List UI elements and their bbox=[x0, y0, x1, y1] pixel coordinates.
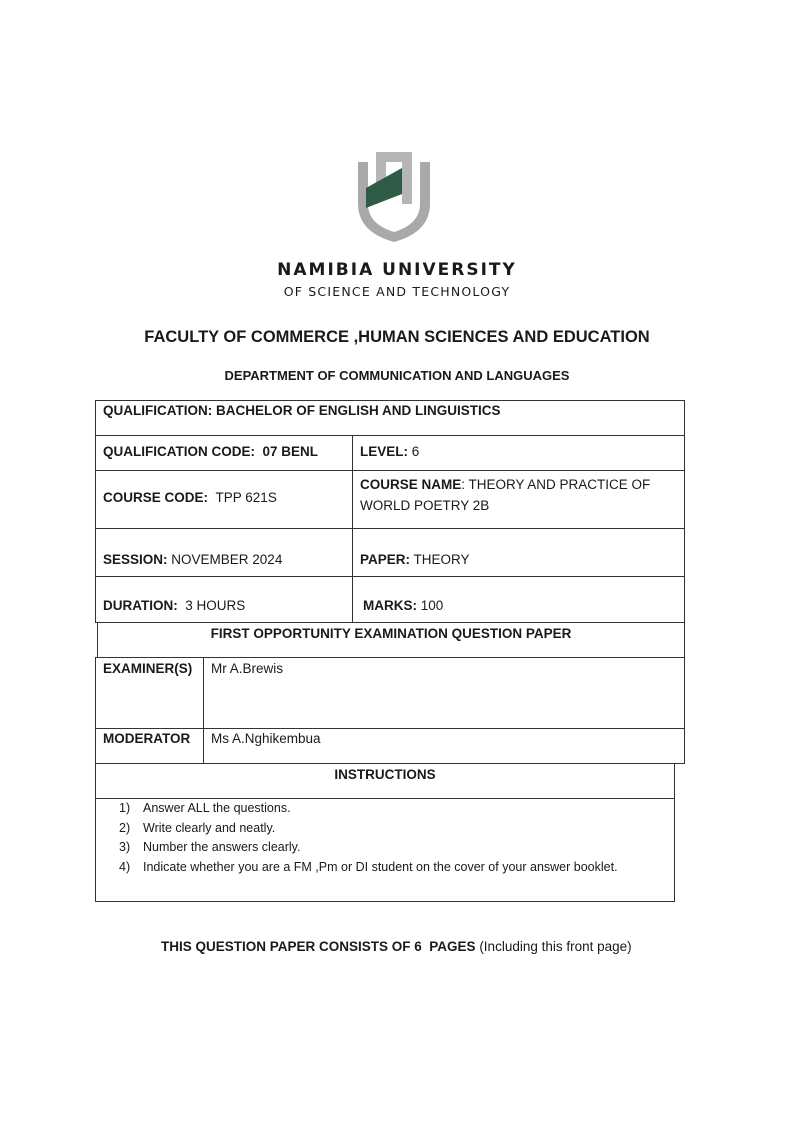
marks: MARKS: 100 bbox=[363, 598, 444, 613]
qualification-code: QUALIFICATION CODE: 07 BENL bbox=[103, 444, 319, 459]
faculty-title: FACULTY OF COMMERCE ,HUMAN SCIENCES AND EDUCATION bbox=[144, 328, 650, 346]
department-title: DEPARTMENT OF COMMUNICATION AND LANGUAGES bbox=[224, 368, 570, 383]
instruction-item: 1) Answer ALL the questions. bbox=[119, 801, 291, 815]
logo-subtitle: OF SCIENCE AND TECHNOLOGY bbox=[283, 284, 511, 299]
examiner-label: EXAMINER(S) bbox=[103, 661, 193, 676]
qualification: QUALIFICATION: BACHELOR OF ENGLISH AND LINGUISTICS bbox=[103, 403, 501, 418]
level: LEVEL: 6 bbox=[360, 444, 420, 459]
instruction-item: 4) Indicate whether you are a FM ,Pm or DI student on the cover of your answer booklet. bbox=[119, 859, 618, 874]
university-logo bbox=[354, 148, 434, 244]
instruction-item: 3) Number the answers clearly. bbox=[119, 840, 301, 854]
paper: PAPER: THEORY bbox=[360, 552, 470, 567]
examiner-value: Mr A.Brewis bbox=[211, 661, 284, 676]
moderator-value: Ms A.Nghikembua bbox=[211, 731, 321, 746]
course-name: COURSE NAME: THEORY AND PRACTICE OF WORLD POETRY 2B bbox=[360, 477, 651, 513]
course-code: COURSE CODE: TPP 621S bbox=[103, 490, 277, 505]
instructions-title: INSTRUCTIONS bbox=[334, 767, 436, 782]
moderator-label: MODERATOR bbox=[103, 731, 191, 746]
instruction-item: 2) Write clearly and neatly. bbox=[119, 820, 276, 835]
page-count-note: THIS QUESTION PAPER CONSISTS OF 6 PAGES (Including this front page) bbox=[161, 939, 632, 954]
session: SESSION: NOVEMBER 2024 bbox=[103, 552, 283, 567]
duration: DURATION: 3 HOURS bbox=[103, 598, 246, 613]
paper-title: FIRST OPPORTUNITY EXAMINATION QUESTION PAPER bbox=[210, 626, 572, 641]
instructions-list bbox=[119, 801, 618, 879]
logo-name: NAMIBIA UNIVERSITY bbox=[277, 260, 517, 280]
